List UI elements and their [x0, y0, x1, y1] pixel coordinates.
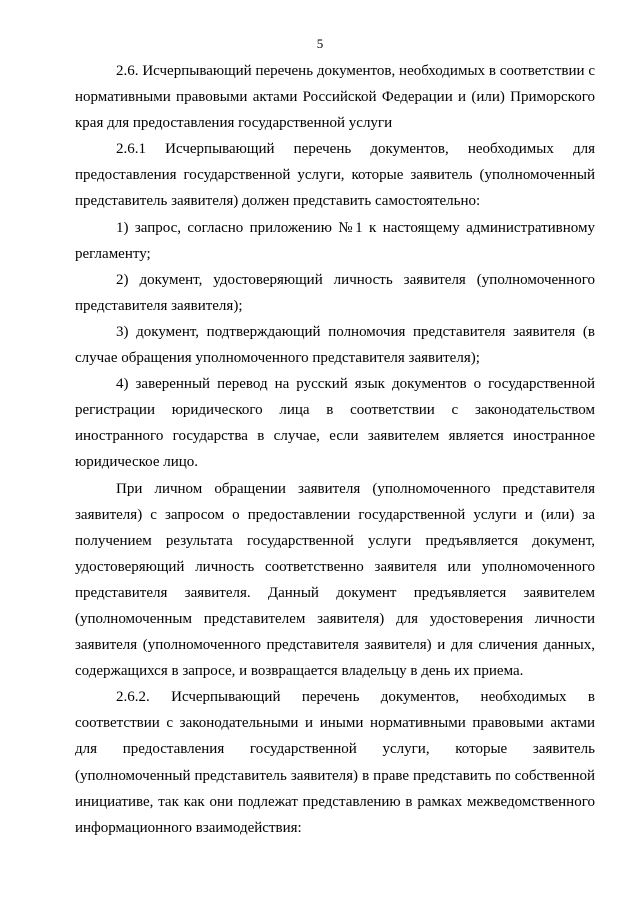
page-number: 5	[316, 36, 324, 51]
list-item-3: 3) документ, подтверждающий полномочия представителя заявителя (в случае обращения уполномоченного представителя заявителя);	[75, 323, 595, 367]
list-item-4: 4) заверенный перевод на русский язык документов о государственной регистрации юридического лица в соответствии с законодательством иностранного государства в случае, если заявителем является иностранное юридическое лицо.	[75, 376, 595, 471]
paragraph-2-6-1: 2.6.1 Исчерпывающий перечень документов, необходимых для предоставления государственной услуги, которые заявитель (уполномоченный представитель заявителя) должен представить самостоятельно:	[75, 141, 595, 210]
list-item-2: 2) документ, удостоверяющий личность заявителя (уполномоченного представителя заявителя);	[75, 271, 595, 314]
paragraph-2-6-2: 2.6.2. Исчерпывающий перечень документов, необходимых в соответствии с законодательными и иными нормативными правовыми актами для предоставления государственной услуги, которые заявитель (уполномоченный представитель заявителя) в праве представить по собственной инициативе, так как они подлежат представлению в рамках межведомственного информационного взаимодействия:	[75, 689, 595, 836]
list-item-1: 1) запрос, согласно приложению №1 к настоящему административному регламенту;	[75, 219, 595, 262]
paragraph-2-6-heading: 2.6. Исчерпывающий перечень документов, необходимых в соответствии с нормативными правовыми актами Российской Федерации и (или) Приморского края для предоставления государственной услуги	[75, 63, 595, 132]
document-body	[75, 58, 595, 841]
paragraph-personal-appeal: При личном обращении заявителя (уполномоченного представителя заявителя) с запросом о предоставлении государственной услуги и (или) за получением результата государственной услуги предъявляется документ, удостоверяющий личность соответственно заявителя или уполномоченного представителя заявителя. Данный документ предъявляется заявителем (уполномоченным представителем заявителя) для удостоверения личности заявителя (уполномоченного представителя заявителя) и для сличения данных, содержащихся в запросе, и возвращается владельцу в день их приема.	[75, 480, 595, 680]
